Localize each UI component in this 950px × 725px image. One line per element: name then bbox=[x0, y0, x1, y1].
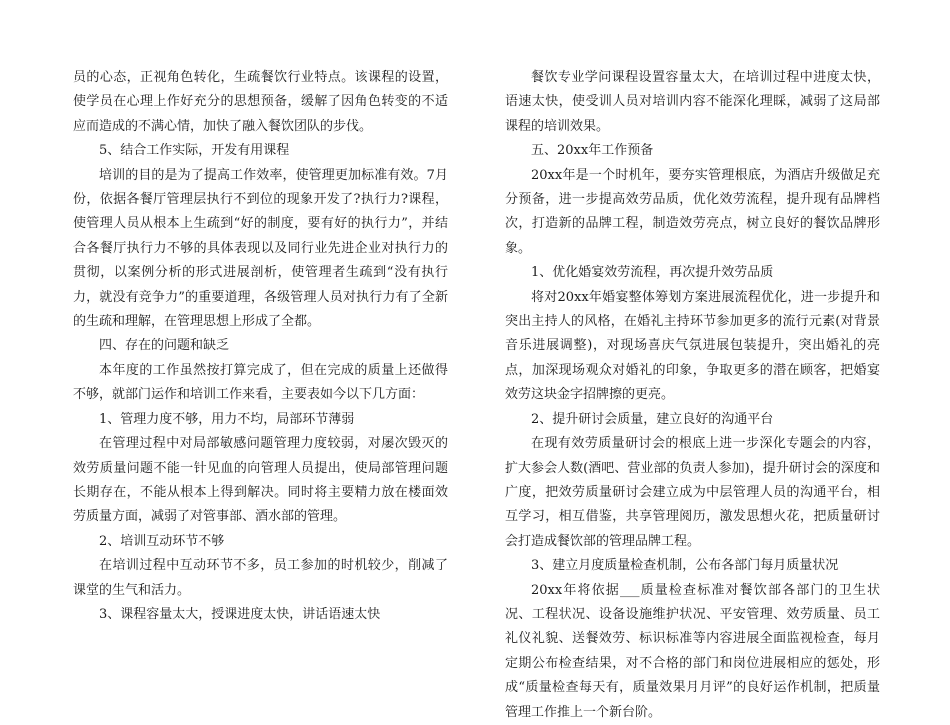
section-heading: 五、20xx年工作预备 bbox=[531, 143, 654, 159]
paragraph: 在培训过程中互动环节不多，员工参加的时机较少，削减了课堂的生气和活力。 bbox=[73, 558, 448, 598]
section-heading: 1、管理力度不够，用力不均，局部环节薄弱 bbox=[99, 411, 355, 427]
left-column bbox=[73, 66, 448, 627]
section-heading: 3、建立月度质量检查机制，公布各部门每月质量状况 bbox=[531, 558, 839, 574]
section-heading: 3、课程容量太大，授课进度太快，讲话语速太快 bbox=[99, 606, 381, 622]
paragraph: 餐饮专业学问课程设置容量太大，在培训过程中进度太快，语速太快，使受训人员对培训内容不能深化理睬，减弱了这局部课程的培训效果。 bbox=[505, 70, 880, 134]
section-heading: 2、培训互动环节不够 bbox=[99, 533, 225, 549]
section-heading: 2、提升研讨会质量，建立良好的沟通平台 bbox=[531, 411, 774, 427]
paragraph: 20xx年将依据___质量检查标准对餐饮部各部门的卫生状况、工程状况、设备设施维护状况、平安管理、效劳质量、员工礼仪礼貌、送餐效劳、标识标准等内容进展全面监视检查，每月定期公布检查结果，对不合格的部门和岗位进展相应的惩处，形成“质量检查每天有，质量效果月月评”的良好运作机制，把质量管理工作推上一个新台阶。 bbox=[505, 582, 880, 720]
paragraph: 本年度的工作虽然按打算完成了，但在完成的质量上还做得不够，就部门运作和培训工作来看，主要表如今以下几方面： bbox=[73, 362, 448, 403]
section-heading: 1、优化婚宴效劳流程，再次提升效劳品质 bbox=[531, 265, 774, 281]
section-heading: 5、结合工作实际，开发有用课程 bbox=[99, 143, 290, 159]
paragraph: 在现有效劳质量研讨会的根底上进一步深化专题会的内容，扩大参会人数(酒吧、营业部的负责人参加)，提升研讨会的深度和广度，把效劳质量研讨会建立成为中层管理人员的沟通平台，相互学习，相互借鉴，共享管理阅历，激发思想火花，把质量研讨会打造成餐饮部的管理品牌工程。 bbox=[505, 436, 880, 549]
right-column bbox=[505, 66, 880, 725]
paragraph: 在管理过程中对局部敏感问题管理力度较弱，对屡次毁灭的效劳质量问题不能一针见血的向管理人员提出，使局部管理问题长期存在，不能从根本上得到解决。同时将主要精力放在楼面效劳质量方面，减弱了对管事部、酒水部的管理。 bbox=[73, 436, 448, 525]
paragraph: 将对20xx年婚宴整体筹划方案进展流程优化，进一步提升和突出主持人的风格，在婚礼主持环节参加更多的流行元素(对背景音乐进展调整)，对现场喜庆气氛进展包装提升，突出婚礼的亮点，加深现场观众对婚礼的印象，争取更多的潜在顾客，把婚宴效劳这块金字招牌擦的更亮。 bbox=[505, 289, 880, 403]
paragraph: 员的心态，正视角色转化，生疏餐饮行业特点。该课程的设置，使学员在心理上作好充分的思想预备，缓解了因角色转变的不适应而造成的不满心情，加快了融入餐饮团队的步伐。 bbox=[73, 70, 448, 134]
paragraph: 培训的目的是为了提高工作效率，使管理更加标准有效。7月份，依据各餐厅管理层执行不到位的现象开发了?执行力?课程，使管理人员从根本上生疏到“好的制度，要有好的执行力”，并结合各餐厅执行力不够的具体表现以及同行业先进企业对执行力的贯彻，以案例分析的形式进展剖析，使管理者生疏到“没有执行力，就没有竞争力”的重要道理，各级管理人员对执行力有了全新的生疏和理解，在管理思想上形成了全都。 bbox=[73, 167, 448, 330]
paragraph: 20xx年是一个时机年，要夯实管理根底，为酒店升级做足充分预备，进一步提高效劳品质，优化效劳流程，提升现有品牌档次，打造新的品牌工程，制造效劳亮点，树立良好的餐饮品牌形象。 bbox=[505, 167, 880, 256]
section-heading: 四、存在的问题和缺乏 bbox=[99, 338, 230, 354]
